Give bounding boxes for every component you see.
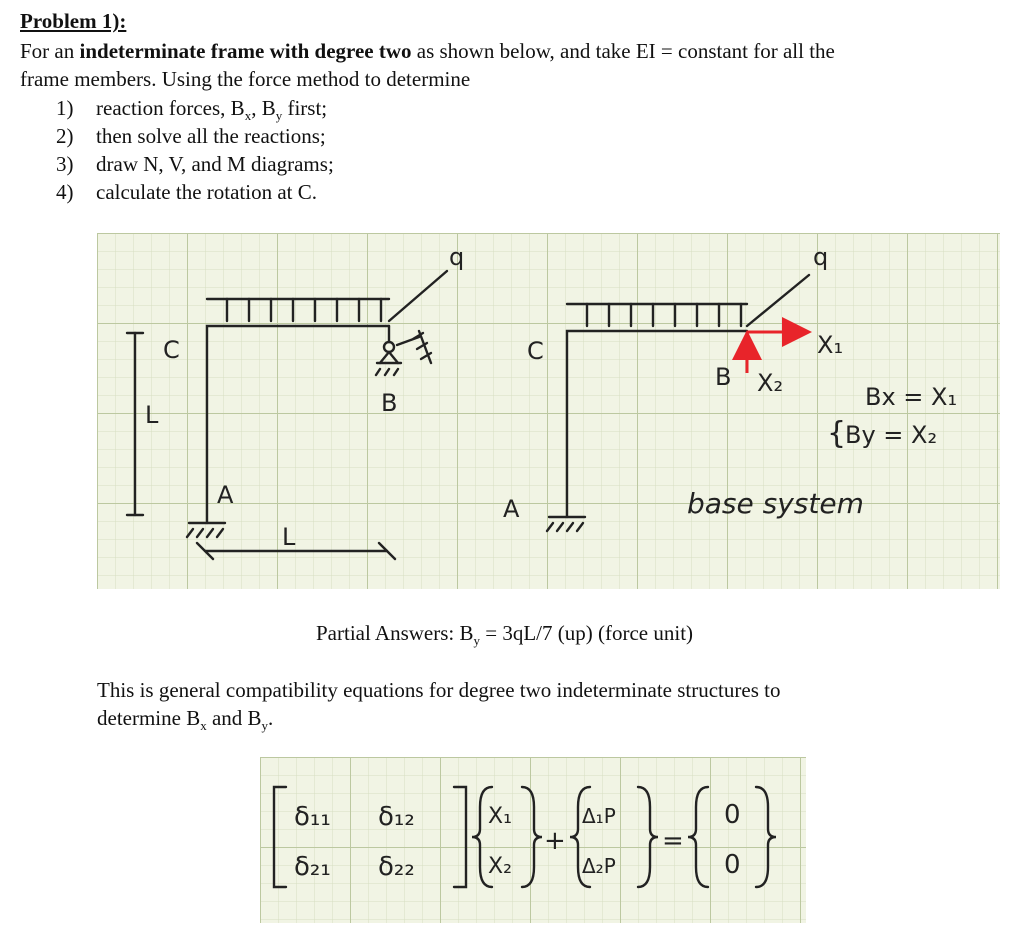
delta-22: δ₂₂ bbox=[378, 852, 415, 882]
base-system-caption: base system bbox=[687, 487, 864, 520]
zero-2: 0 bbox=[724, 850, 741, 880]
delta-1p: Δ₁P bbox=[582, 804, 616, 828]
right-label-B: B bbox=[715, 363, 732, 391]
vector-x2: X₂ bbox=[488, 854, 512, 879]
delta-2p: Δ₂P bbox=[582, 854, 616, 878]
problem-intro-line2: frame members. Using the force method to determine bbox=[20, 67, 471, 91]
eq-bx: Bx = X₁ bbox=[865, 383, 958, 411]
plus-sign: + bbox=[544, 826, 566, 856]
problem-intro-line1: For an indeterminate frame with degree two as shown below, and take EI = constant for all the bbox=[20, 39, 835, 63]
right-label-C: C bbox=[527, 337, 544, 365]
compatibility-equation bbox=[260, 757, 806, 923]
eq-by: By = X₂ bbox=[845, 421, 938, 449]
task-list bbox=[56, 94, 334, 206]
left-label-C: C bbox=[163, 336, 180, 364]
left-label-height: L bbox=[145, 401, 159, 429]
right-label-X1: X₁ bbox=[817, 331, 844, 359]
right-label-q: q bbox=[813, 243, 829, 271]
left-label-span: L bbox=[282, 523, 296, 551]
task-item-1: 1) reaction forces, $B_x$, $B_y$ first; bbox=[56, 96, 328, 124]
task-item-2: 2) then solve all the reactions; bbox=[56, 124, 326, 148]
partial-answer: Partial Answers: $B_y = 3qL/7$ (up) (force unit) bbox=[316, 621, 694, 649]
delta-21: δ₂₁ bbox=[294, 852, 331, 882]
intro-bold-phrase: indeterminate frame with degree two bbox=[79, 39, 412, 63]
vector-x1: X₁ bbox=[488, 804, 512, 829]
compat-text-line1: This is general compatibility equations for degree two indeterminate structures to bbox=[97, 678, 781, 702]
right-label-A: A bbox=[503, 495, 520, 523]
left-label-q: q bbox=[449, 243, 465, 271]
problem-heading: Problem 1): bbox=[20, 9, 127, 33]
compat-text-line2: determine $B_x$ and $B_y$. bbox=[97, 706, 274, 734]
task-item-3: 3) draw N, V, and M diagrams; bbox=[56, 152, 334, 176]
zero-1: 0 bbox=[724, 800, 741, 830]
equals-sign: = bbox=[662, 826, 684, 856]
brace: { bbox=[827, 416, 847, 451]
delta-11: δ₁₁ bbox=[294, 802, 331, 832]
left-label-A: A bbox=[217, 481, 234, 509]
task-item-4: 4) calculate the rotation at C. bbox=[56, 180, 317, 204]
delta-12: δ₁₂ bbox=[378, 802, 415, 832]
right-label-X2: X₂ bbox=[757, 369, 784, 397]
frame-figure bbox=[97, 233, 1000, 589]
left-label-B: B bbox=[381, 389, 398, 417]
